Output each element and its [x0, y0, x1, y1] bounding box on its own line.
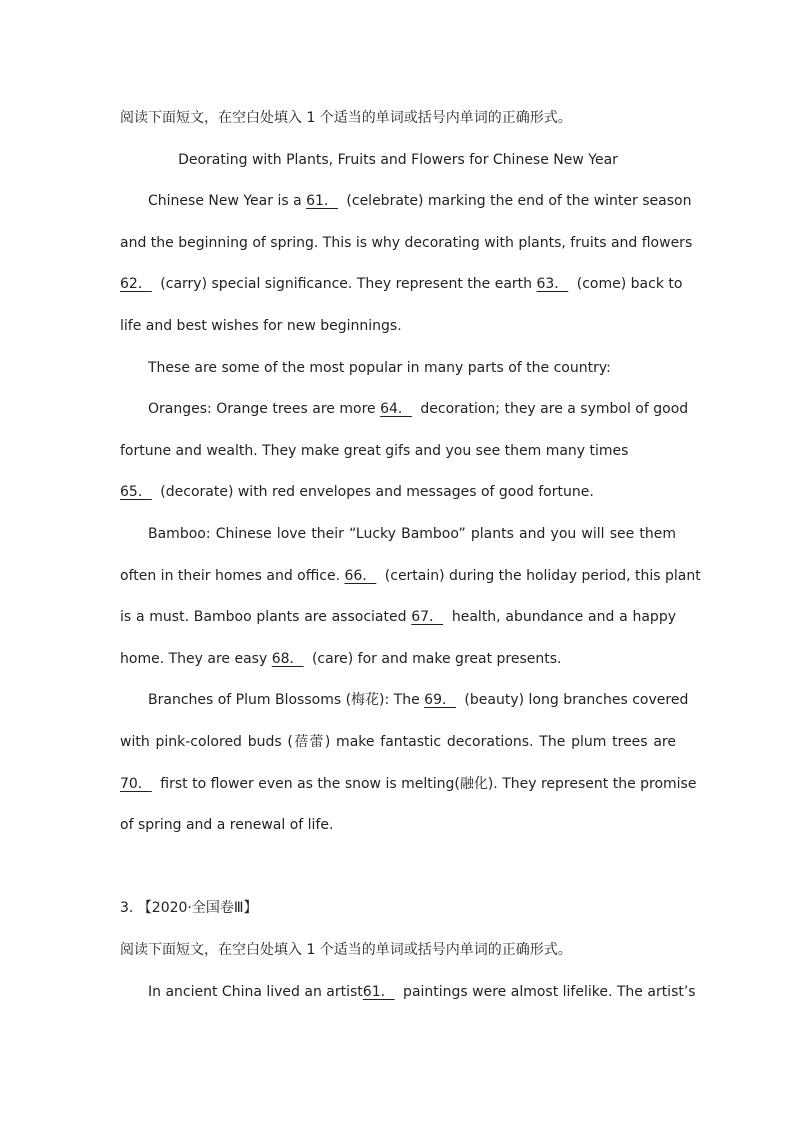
text-segment: often in their homes and office.	[120, 568, 345, 584]
passage-line	[120, 774, 697, 794]
passage-line	[148, 358, 676, 378]
text-segment: (care) for and make great presents.	[307, 651, 562, 667]
blank-number: 65．	[120, 484, 152, 500]
blank-number: 69．	[424, 692, 456, 708]
text-segment: home. They are easy	[120, 651, 272, 667]
passage-line	[148, 399, 689, 419]
text-segment: Bamboo: Chinese love their “Lucky Bamboo” plants and you will see them	[148, 526, 676, 542]
passage-line	[120, 274, 683, 294]
passage-line	[120, 316, 676, 336]
text-segment: In ancient China lived an artist	[148, 984, 363, 1000]
text-segment: (beauty) long branches covered	[459, 692, 689, 708]
text-segment: is a must. Bamboo plants are associated	[120, 609, 412, 625]
text-segment: Oranges: Orange trees are more	[148, 401, 381, 417]
instruction-1: 阅读下面短文，在空白处填入 1 个适当的单词或括号内单词的正确形式。	[120, 110, 572, 126]
passage-line	[148, 690, 689, 710]
passage-line	[148, 982, 696, 1002]
passage-title: Deorating with Plants, Fruits and Flowers for Chinese New Year	[178, 152, 618, 168]
passage-line	[120, 441, 676, 461]
blank-number: 68．	[271, 651, 304, 667]
text-segment: (come) back to	[572, 276, 683, 292]
passage-line	[148, 191, 692, 211]
passage-line	[120, 566, 701, 586]
instruction-2: 阅读下面短文，在空白处填入 1 个适当的单词或括号内单词的正确形式。	[120, 942, 572, 958]
text-segment: Branches of Plum Blossoms (梅花): The	[148, 692, 425, 708]
passage-line	[120, 649, 676, 669]
passage-line	[120, 607, 676, 627]
text-segment: with pink-colored buds (蓓蕾) make fantastic decorations. The plum trees are	[120, 734, 676, 750]
text-segment: (decorate) with red envelopes and messages of good fortune.	[155, 484, 594, 500]
text-segment: fortune and wealth. They make great gifs and you see them many times	[120, 443, 629, 459]
blank-number: 61．	[362, 984, 395, 1000]
text-segment: paintings were almost lifelike. The artist’s	[398, 984, 696, 1000]
passage-line	[120, 732, 676, 752]
text-segment: life and best wishes for new beginnings.	[120, 318, 402, 334]
text-segment: (celebrate) marking the end of the winter season	[341, 193, 692, 209]
blank-number: 64．	[380, 401, 412, 417]
blank-number: 70．	[120, 776, 152, 792]
passage-line	[120, 815, 676, 835]
passage-line	[120, 482, 676, 502]
text-segment: (carry) special significance. They represent the earth	[155, 276, 537, 292]
text-segment: (certain) during the holiday period, this plant	[380, 568, 701, 584]
passage-line	[148, 524, 676, 544]
blank-number: 62．	[120, 276, 152, 292]
passage-line	[120, 233, 693, 253]
blank-number: 66．	[344, 568, 377, 584]
text-segment: decoration; they are a symbol of good	[415, 401, 689, 417]
blank-number: 63．	[536, 276, 569, 292]
blank-number: 61．	[306, 193, 338, 209]
text-segment: Chinese New Year is a	[148, 193, 307, 209]
text-segment: of spring and a renewal of life.	[120, 817, 334, 833]
text-segment: health, abundance and a happy	[447, 609, 676, 625]
text-segment: and the beginning of spring. This is why decorating with plants, fruits and flowers	[120, 235, 693, 251]
text-segment: These are some of the most popular in many parts of the country:	[148, 360, 611, 376]
text-segment: first to flower even as the snow is melting(融化). They represent the promise	[155, 776, 697, 792]
blank-number: 67．	[411, 609, 444, 625]
section-heading: 3. 【2020·全国卷Ⅲ】	[120, 900, 258, 916]
